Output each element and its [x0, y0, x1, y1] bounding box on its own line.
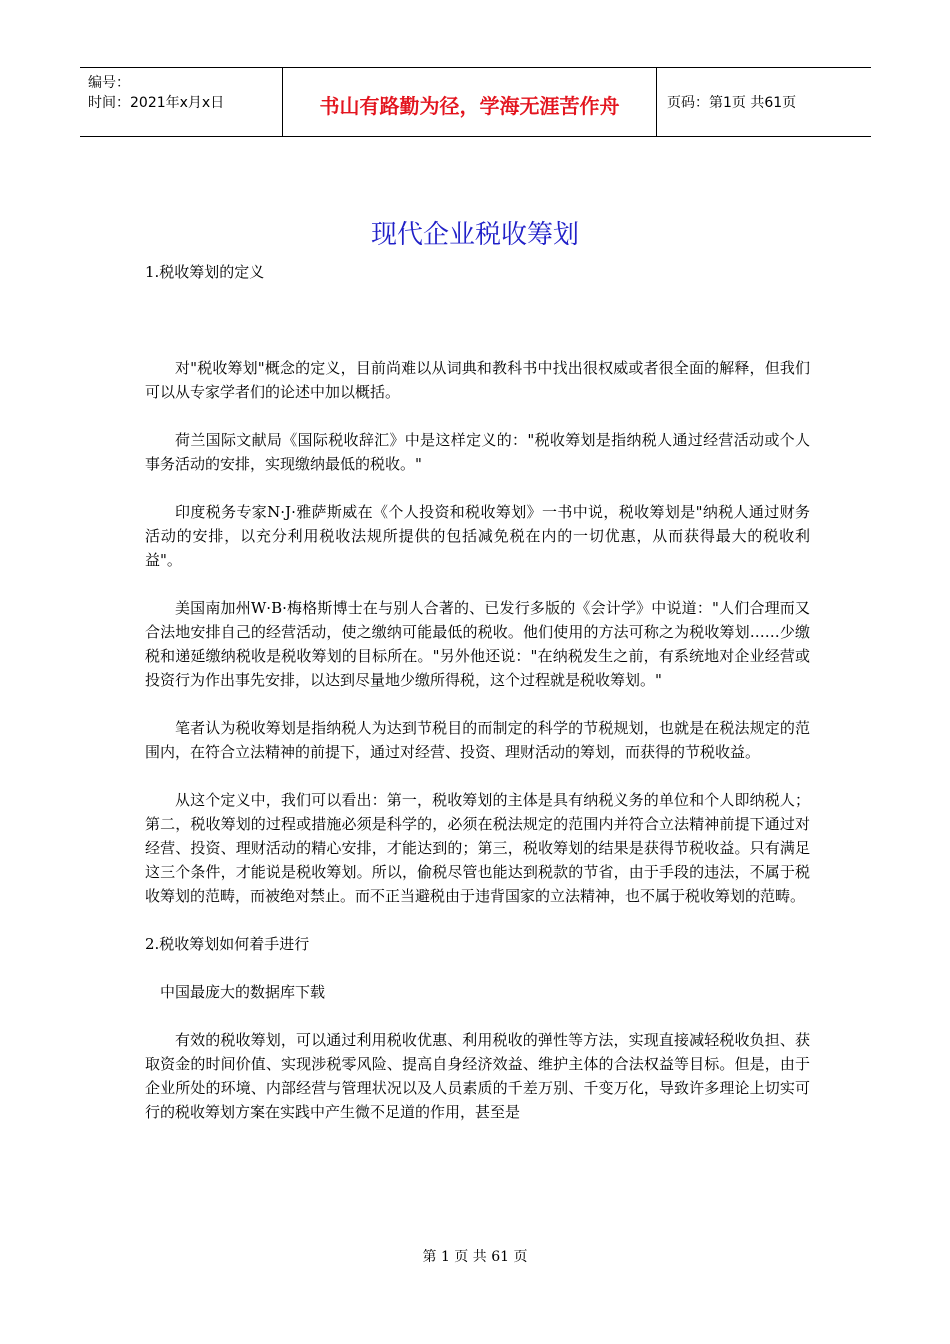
paragraph: 美国南加州W·B·梅格斯博士在与别人合著的、已发行多版的《会计学》中说道："人们合理而又合法地安排自己的经营活动，使之缴纳可能最低的税收。他们使用的方法可称之为税收筹划……少缴税和递延缴纳税收是税收筹划的目标所在。"另外他还说："在纳税发生之前，有系统地对企业经营或投资行为作出事先安排，以达到尽量地少缴所得税，这个过程就是税收筹划。": [145, 599, 810, 689]
document-body: [145, 260, 810, 1124]
header-page-info: 页码：第1页 共61页: [667, 95, 797, 111]
header-motto: 书山有路勤为径，学海无涯苦作舟: [282, 68, 657, 136]
page-header: [80, 67, 871, 137]
paragraph: 有效的税收筹划，可以通过利用税收优惠、利用税收的弹性等方法，实现直接减轻税收负担、获取资金的时间价值、实现涉税零风险、提高自身经济效益、维护主体的合法权益等目标。但是，由于企业所处的环境、内部经营与管理状况以及人员素质的千差万别、千变万化，导致许多理论上切实可行的税收筹划方案在实践中产生微不足道的作用，甚至是: [145, 1031, 810, 1121]
paragraph: 荷兰国际文献局《国际税收辞汇》中是这样定义的："税收筹划是指纳税人通过经营活动或个人事务活动的安排，实现缴纳最低的税收。": [145, 431, 810, 473]
paragraph: 印度税务专家N·J·雅萨斯威在《个人投资和税收筹划》一书中说，税收筹划是"纳税人通过财务活动的安排，以充分利用税收法规所提供的包括减免税在内的一切优惠，从而获得最大的税收利益"。: [145, 503, 810, 569]
paragraph: 从这个定义中，我们可以看出：第一，税收筹划的主体是具有纳税义务的单位和个人即纳税人；第二，税收筹划的过程或措施必须是科学的，必须在税法规定的范围内并符合立法精神前提下通过对经营、投资、理财活动的精心安排，才能达到的；第三，税收筹划的结果是获得节税收益。只有满足这三个条件，才能说是税收筹划。所以，偷税尽管也能达到税款的节省，由于手段的违法，不属于税收筹划的范畴，而被绝对禁止。而不正当避税由于违背国家的立法精神，也不属于税收筹划的范畴。: [145, 791, 810, 905]
number-label: 编号：: [88, 75, 130, 91]
time-label: 时间：2021年x月x日: [88, 95, 225, 111]
paragraph: 对"税收筹划"概念的定义，目前尚难以从词典和教科书中找出很权威或者很全面的解释，但我们可以从专家学者们的论述中加以概括。: [145, 359, 810, 401]
header-meta: [80, 68, 282, 136]
paragraph: 笔者认为税收筹划是指纳税人为达到节税目的而制定的科学的节税规划，也就是在税法规定的范围内，在符合立法精神的前提下，通过对经营、投资、理财活动的筹划，而获得的节税收益。: [145, 719, 810, 761]
download-note: 中国最庞大的数据库下载: [160, 983, 326, 1001]
section-heading: 2.税收筹划如何着手进行: [145, 935, 310, 953]
page-footer: 第 1 页 共 61 页: [422, 1249, 528, 1265]
section-heading: 1.税收筹划的定义: [145, 263, 265, 281]
document-title: 现代企业税收筹划: [370, 220, 579, 250]
